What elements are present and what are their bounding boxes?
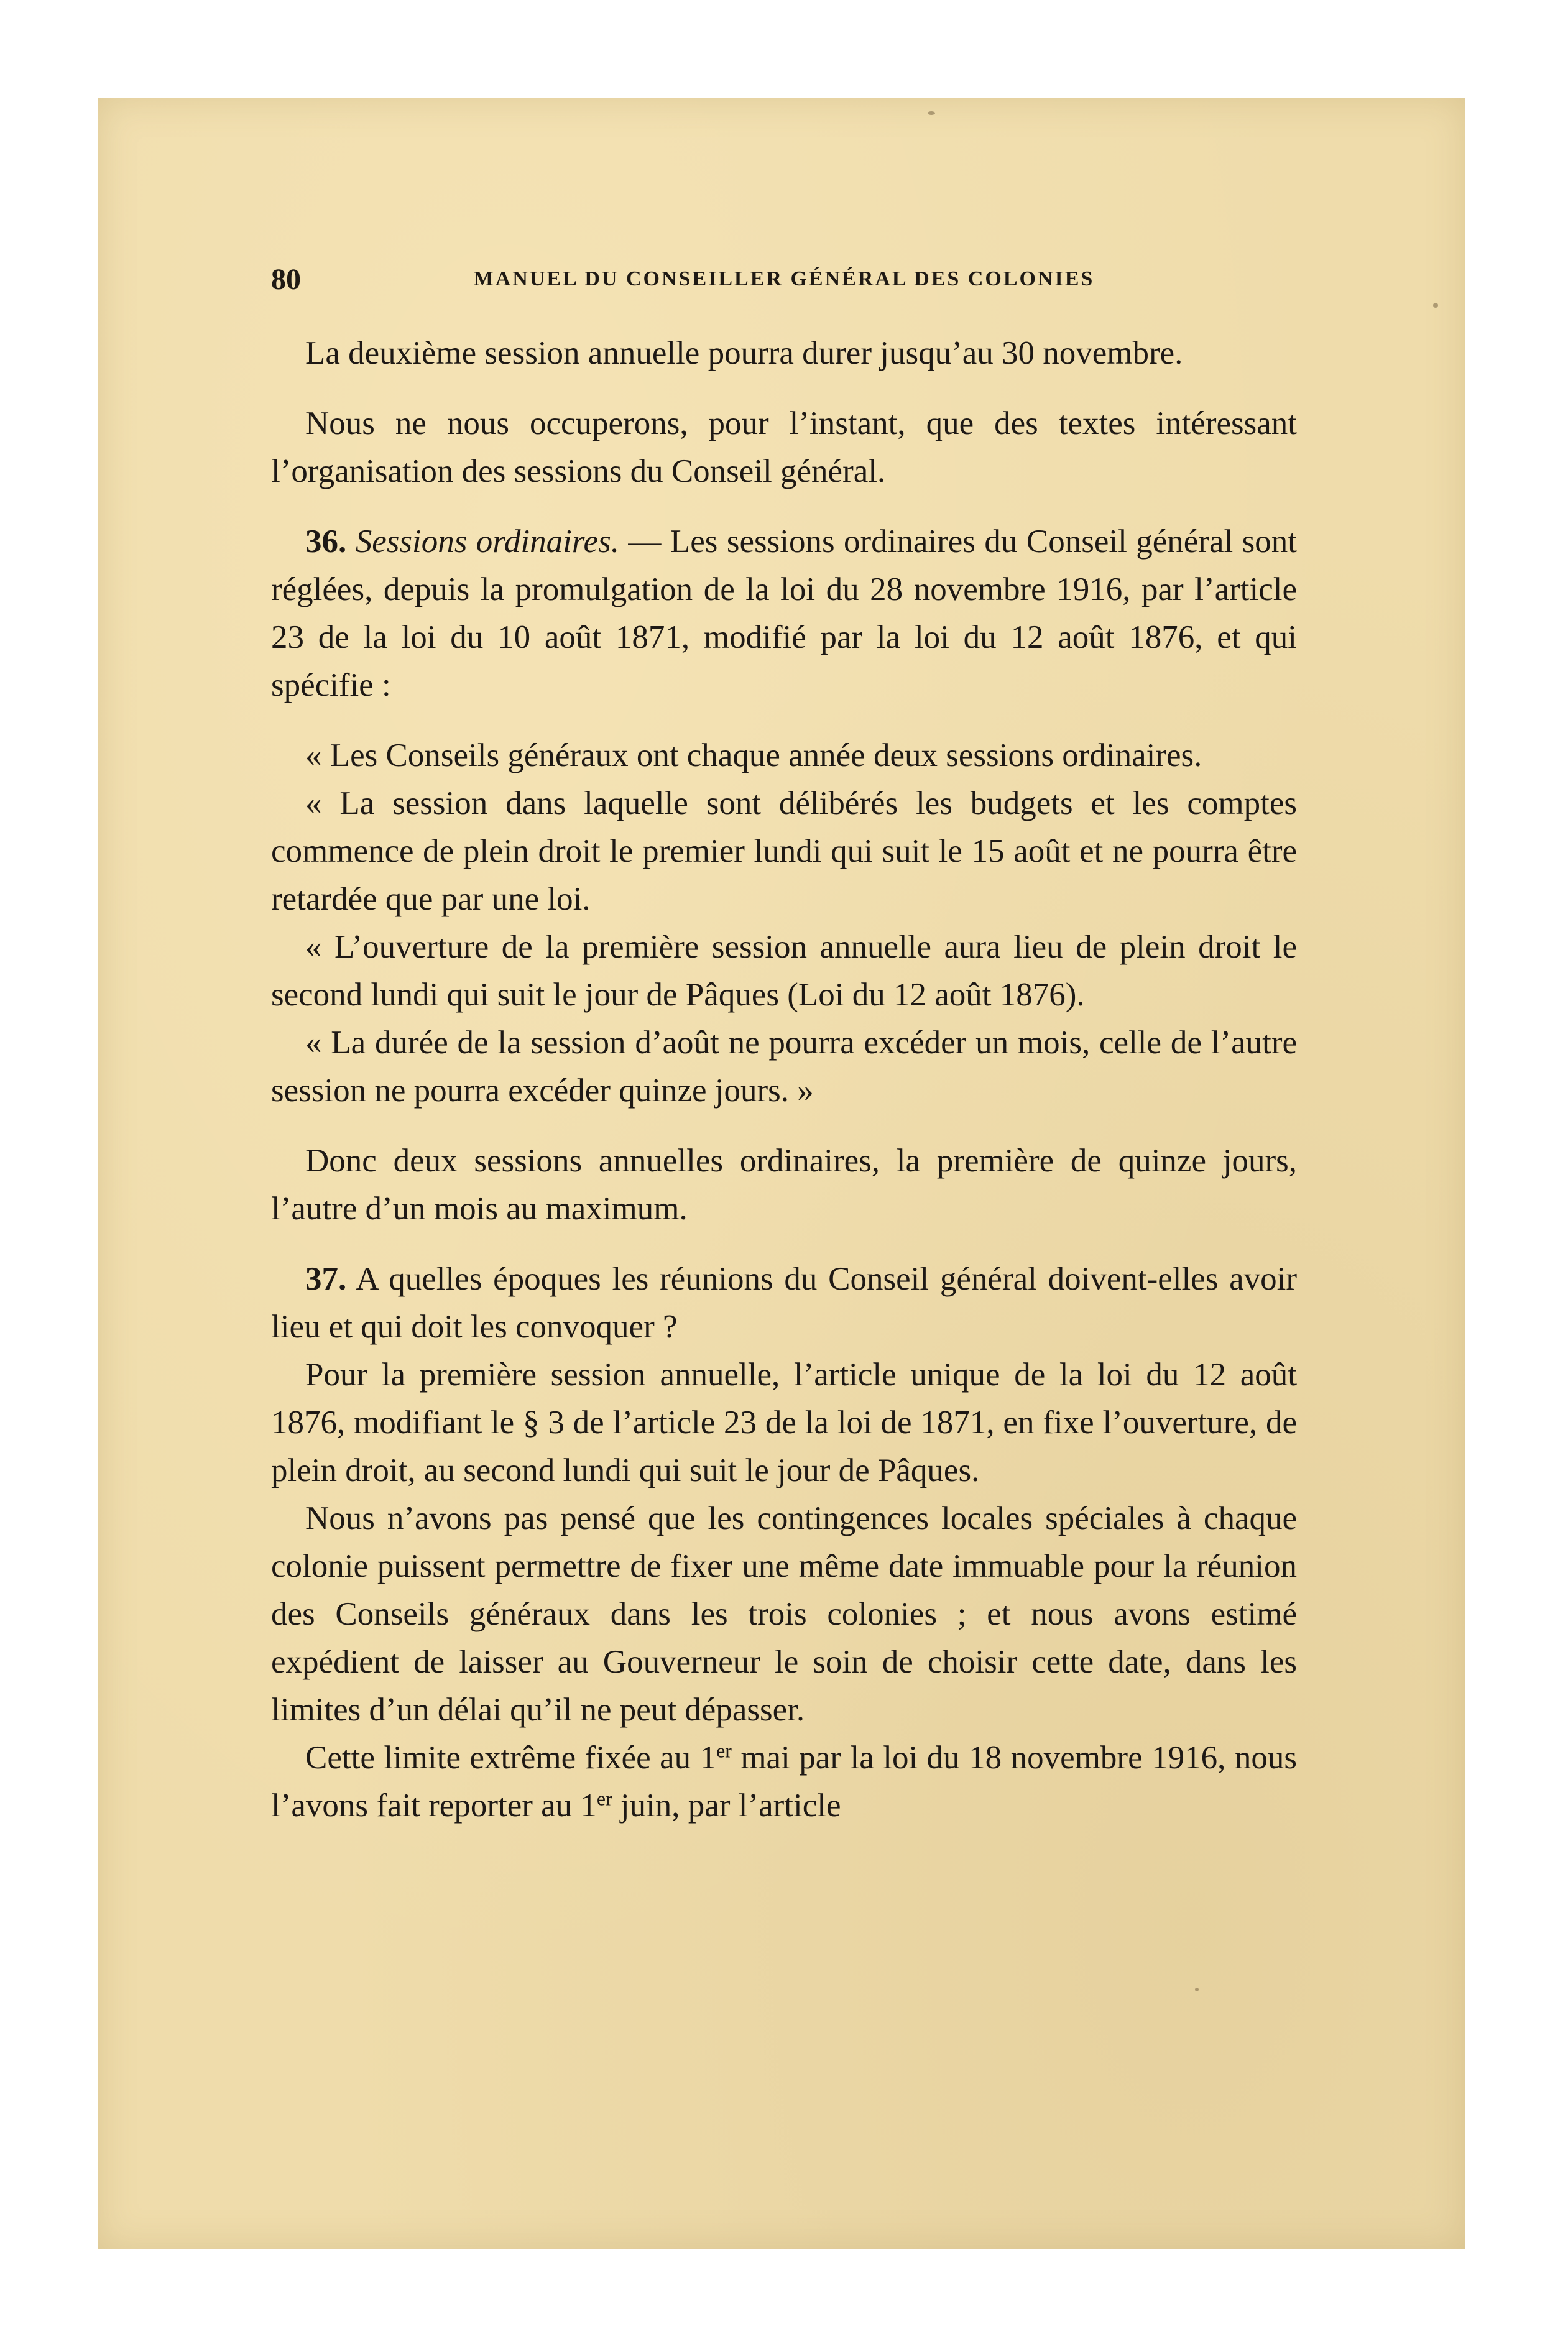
paragraph: La deuxième session annuelle pourra durer jusqu’au 30 novembre. xyxy=(305,335,1183,371)
section-number: 36. xyxy=(305,524,347,560)
running-title: MANUEL DU CONSEILLER GÉNÉRAL DES COLONIES xyxy=(473,267,1095,290)
section-37-paragraph: 37. A quelles époques les réunions du Conseil général doivent-elles avoir lieu et qui doit les convoquer ? xyxy=(271,1261,1297,1345)
quote-paragraph: « La session dans laquelle sont délibérés les budgets et les comptes commence de plein droit le premier lundi qui suit le 15 août et ne pourra être retardée que par une loi. xyxy=(271,785,1297,917)
paper-speck xyxy=(1433,303,1438,308)
quote-paragraph: « Les Conseils généraux ont chaque année deux sessions ordinaires. xyxy=(305,737,1202,773)
paper-speck xyxy=(928,111,935,115)
section-title: Sessions ordinaires. xyxy=(355,524,619,560)
quote-paragraph: « L’ouverture de la première session annuelle aura lieu de plein droit le second lundi qui suit le jour de Pâques (Loi du 12 août 1876). xyxy=(271,929,1297,1013)
paragraph: Donc deux sessions annuelles ordinaires, la première de quinze jours, l’autre d’un mois au maximum. xyxy=(271,1143,1297,1227)
paragraph: Nous ne nous occuperons, pour l’instant, que des textes intéressant l’organisation des sessions du Conseil général. xyxy=(271,405,1297,489)
quote-paragraph: « La durée de la session d’août ne pourra excéder un mois, celle de l’autre session ne pourra excéder quinze jours. » xyxy=(271,1025,1297,1109)
paper-speck xyxy=(1195,1988,1199,1991)
paragraph: Cette limite extrême fixée au 1er mai par la loi du 18 novembre 1916, nous l’avons fait reporter au 1er juin, par l’article xyxy=(271,1740,1297,1824)
section-number: 37. xyxy=(305,1261,347,1297)
body-text xyxy=(271,330,1297,1830)
section-36-paragraph: 36. Sessions ordinaires. — Les sessions ordinaires du Conseil général sont réglées, depuis la promulgation de la loi du 28 novembre 1916, par l’article 23 de la loi du 10 août 1871, modifié par la loi du 12 août 1876, et qui spécifie : xyxy=(271,524,1297,703)
paragraph: Pour la première session annuelle, l’article unique de la loi du 12 août 1876, modifiant le § 3 de l’article 23 de la loi de 1871, en fixe l’ouverture, de plein droit, au second lundi qui suit le jour de Pâques. xyxy=(271,1357,1297,1488)
page-number: 80 xyxy=(271,263,301,296)
paragraph: Nous n’avons pas pensé que les contingences locales spéciales à chaque colonie puissent permettre de fixer une même date immuable pour la réunion des Conseils généraux dans les trois colonies ; et nous avons estimé expédient de laisser au Gouverneur le soin de choisir cette date, dans les limites d’un délai qu’il ne peut dépasser. xyxy=(271,1500,1297,1728)
running-header xyxy=(271,262,1297,300)
